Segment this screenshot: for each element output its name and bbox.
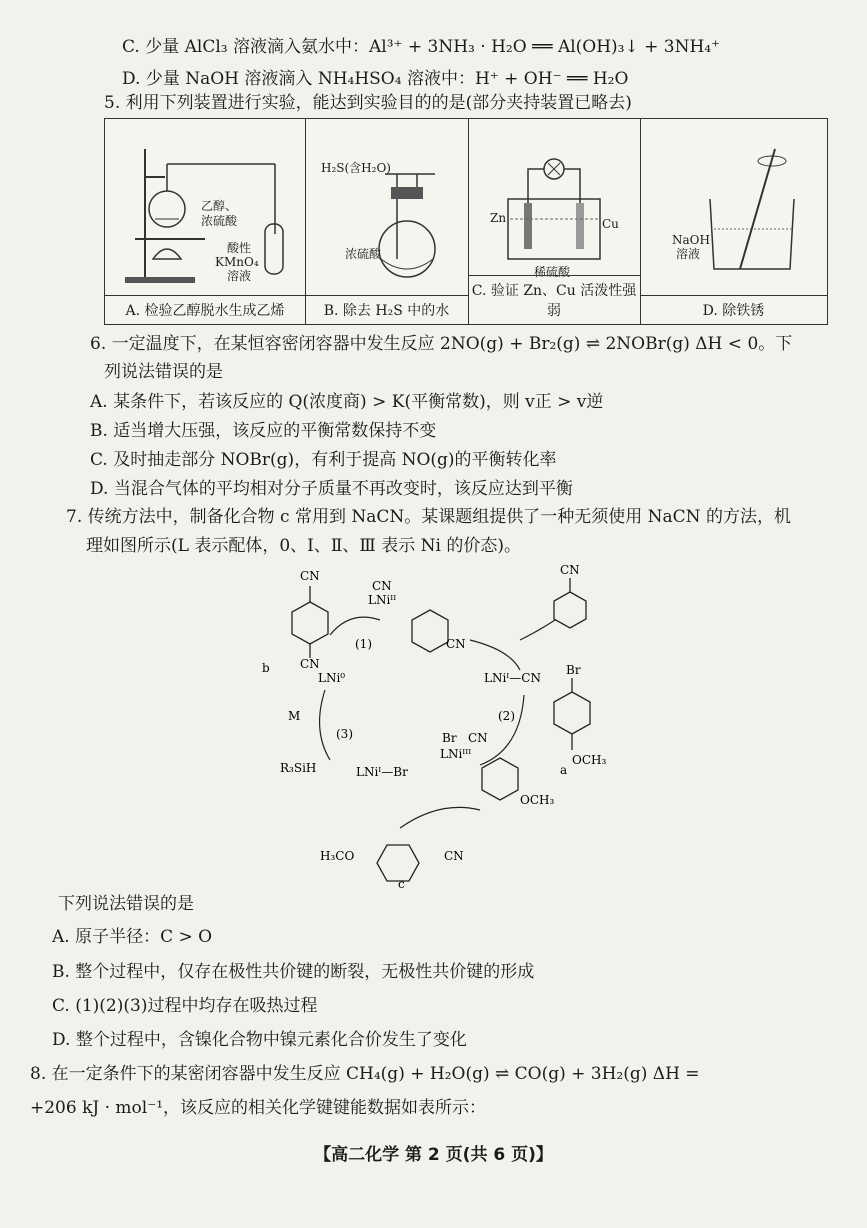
lni2-label: LNiᴵᴵ bbox=[368, 593, 397, 607]
label-a: a bbox=[560, 763, 568, 777]
question-6-option-c: C. 及时抽走部分 NOBr(g)，有利于提高 NO(g)的平衡转化率 bbox=[90, 450, 557, 470]
option-c-line: C. 少量 AlCl₃ 溶液滴入氨水中：Al³⁺ + 3NH₃ · H₂O ══ Al(OH)₃↓ + 3NH₄⁺ bbox=[122, 37, 721, 57]
zn-label: Zn bbox=[490, 211, 507, 225]
question-7-option-b: B. 整个过程中，仅存在极性共价键的断裂，无极性共价键的形成 bbox=[52, 962, 535, 982]
lni0-label: LNi⁰ bbox=[318, 671, 346, 685]
question-6-option-d: D. 当混合气体的平均相对分子质量不再改变时，该反应达到平衡 bbox=[90, 479, 573, 499]
h3co-c: H₃CO bbox=[320, 849, 355, 863]
question-7-stem-2: 理如图所示(L 表示配体，0、Ⅰ、Ⅱ、Ⅲ 表示 Ni 的价态)。 bbox=[86, 536, 521, 556]
m-label: M bbox=[288, 709, 301, 723]
gas-washing-flask-drawing bbox=[305, 119, 468, 299]
catalytic-cycle-diagram bbox=[0, 560, 867, 890]
cn-bottom-b: CN bbox=[300, 657, 320, 671]
question-5-title: 5. 利用下列装置进行实验，能达到实验目的的是(部分夹持装置已略去) bbox=[104, 93, 632, 113]
gas-label: H₂S(含H₂O) bbox=[321, 161, 391, 175]
step-2: (2) bbox=[498, 709, 515, 723]
label-c: c bbox=[398, 877, 405, 890]
question-8-stem-2: +206 kJ · mol⁻¹，该反应的相关化学键键能数据如表所示： bbox=[30, 1098, 487, 1118]
apparatus-c-cell bbox=[468, 119, 641, 324]
br-lni3: Br bbox=[442, 731, 457, 745]
cu-label: Cu bbox=[602, 217, 619, 231]
label-b: b bbox=[262, 661, 270, 675]
apparatus-d-cell bbox=[640, 119, 827, 324]
reagent-dilute-sulfuric: 稀硫酸 bbox=[534, 265, 571, 279]
question-6-option-b: B. 适当增大压强，该反应的平衡常数保持不变 bbox=[90, 421, 437, 441]
apparatus-table bbox=[104, 118, 828, 325]
caption-d: D. 除铁锈 bbox=[640, 295, 827, 320]
step-1: (1) bbox=[355, 637, 372, 651]
cn-top-b: CN bbox=[300, 569, 320, 583]
caption-a: A. 检验乙醇脱水生成乙烯 bbox=[105, 295, 305, 320]
cn-lni3: CN bbox=[468, 731, 488, 745]
lni3-label: LNiᴵᴵᴵ bbox=[440, 747, 472, 761]
question-7-option-d: D. 整个过程中，含镍化合物中镍元素化合价发生了变化 bbox=[52, 1030, 467, 1050]
question-7-option-c: C. (1)(2)(3)过程中均存在吸热过程 bbox=[52, 996, 318, 1016]
cn-radical: CN bbox=[560, 563, 580, 577]
cn-c: CN bbox=[444, 849, 464, 863]
r3sih-label: R₃SiH bbox=[280, 761, 317, 775]
br-a: Br bbox=[566, 663, 581, 677]
reagent-ethanol: 乙醇、 bbox=[201, 199, 238, 213]
reagent-naoh-solution: 溶液 bbox=[676, 247, 701, 261]
och3-lni3: OCH₃ bbox=[520, 793, 555, 807]
lni2-cn: CN bbox=[372, 579, 392, 593]
apparatus-b-cell bbox=[305, 119, 469, 324]
beaker-drawing bbox=[640, 119, 827, 299]
reagent-concentrated-sulfuric: 浓硫酸 bbox=[345, 247, 382, 261]
question-6-stem-2: 列说法错误的是 bbox=[104, 362, 223, 382]
apparatus-a-cell bbox=[105, 119, 306, 324]
question-7-option-a: A. 原子半径：C > O bbox=[52, 927, 213, 947]
question-7-question: 下列说法错误的是 bbox=[58, 894, 194, 914]
reagent-sulfuric: 浓硫酸 bbox=[201, 214, 238, 228]
reagent-kmno4: KMnO₄ bbox=[215, 255, 259, 269]
lni1-cn: LNiᴵ—CN bbox=[484, 671, 541, 685]
lni1-br: LNiᴵ—Br bbox=[356, 765, 408, 779]
question-6-stem-1: 6. 一定温度下，在某恒容密闭容器中发生反应 2NO(g) + Br₂(g) ⇌ 2NOBr(g) ΔH < 0。下 bbox=[90, 334, 793, 354]
cn-lni2-aryl: CN bbox=[446, 637, 466, 651]
reagent-acidic: 酸性 bbox=[227, 241, 252, 255]
och3-a: OCH₃ bbox=[572, 753, 607, 767]
question-8-stem-1: 8. 在一定条件下的某密闭容器中发生反应 CH₄(g) + H₂O(g) ⇌ CO(g) + 3H₂(g) ΔH = bbox=[30, 1064, 700, 1084]
caption-c: C. 验证 Zn、Cu 活泼性强弱 bbox=[468, 275, 640, 320]
step-3: (3) bbox=[336, 727, 353, 741]
caption-b: B. 除去 H₂S 中的水 bbox=[305, 295, 468, 320]
page-footer: 【高二化学 第 2 页(共 6 页)】 bbox=[314, 1145, 553, 1165]
reagent-solution: 溶液 bbox=[227, 269, 252, 283]
reagent-naoh: NaOH bbox=[672, 233, 710, 247]
question-6-option-a: A. 某条件下，若该反应的 Q(浓度商) > K(平衡常数)，则 v正 > v逆 bbox=[90, 392, 604, 412]
question-7-stem-1: 7. 传统方法中，制备化合物 c 常用到 NaCN。某课题组提供了一种无须使用 NaCN 的方法，机 bbox=[66, 507, 791, 527]
option-d-line: D. 少量 NaOH 溶液滴入 NH₄HSO₄ 溶液中：H⁺ + OH⁻ ══ H₂O bbox=[122, 69, 629, 89]
